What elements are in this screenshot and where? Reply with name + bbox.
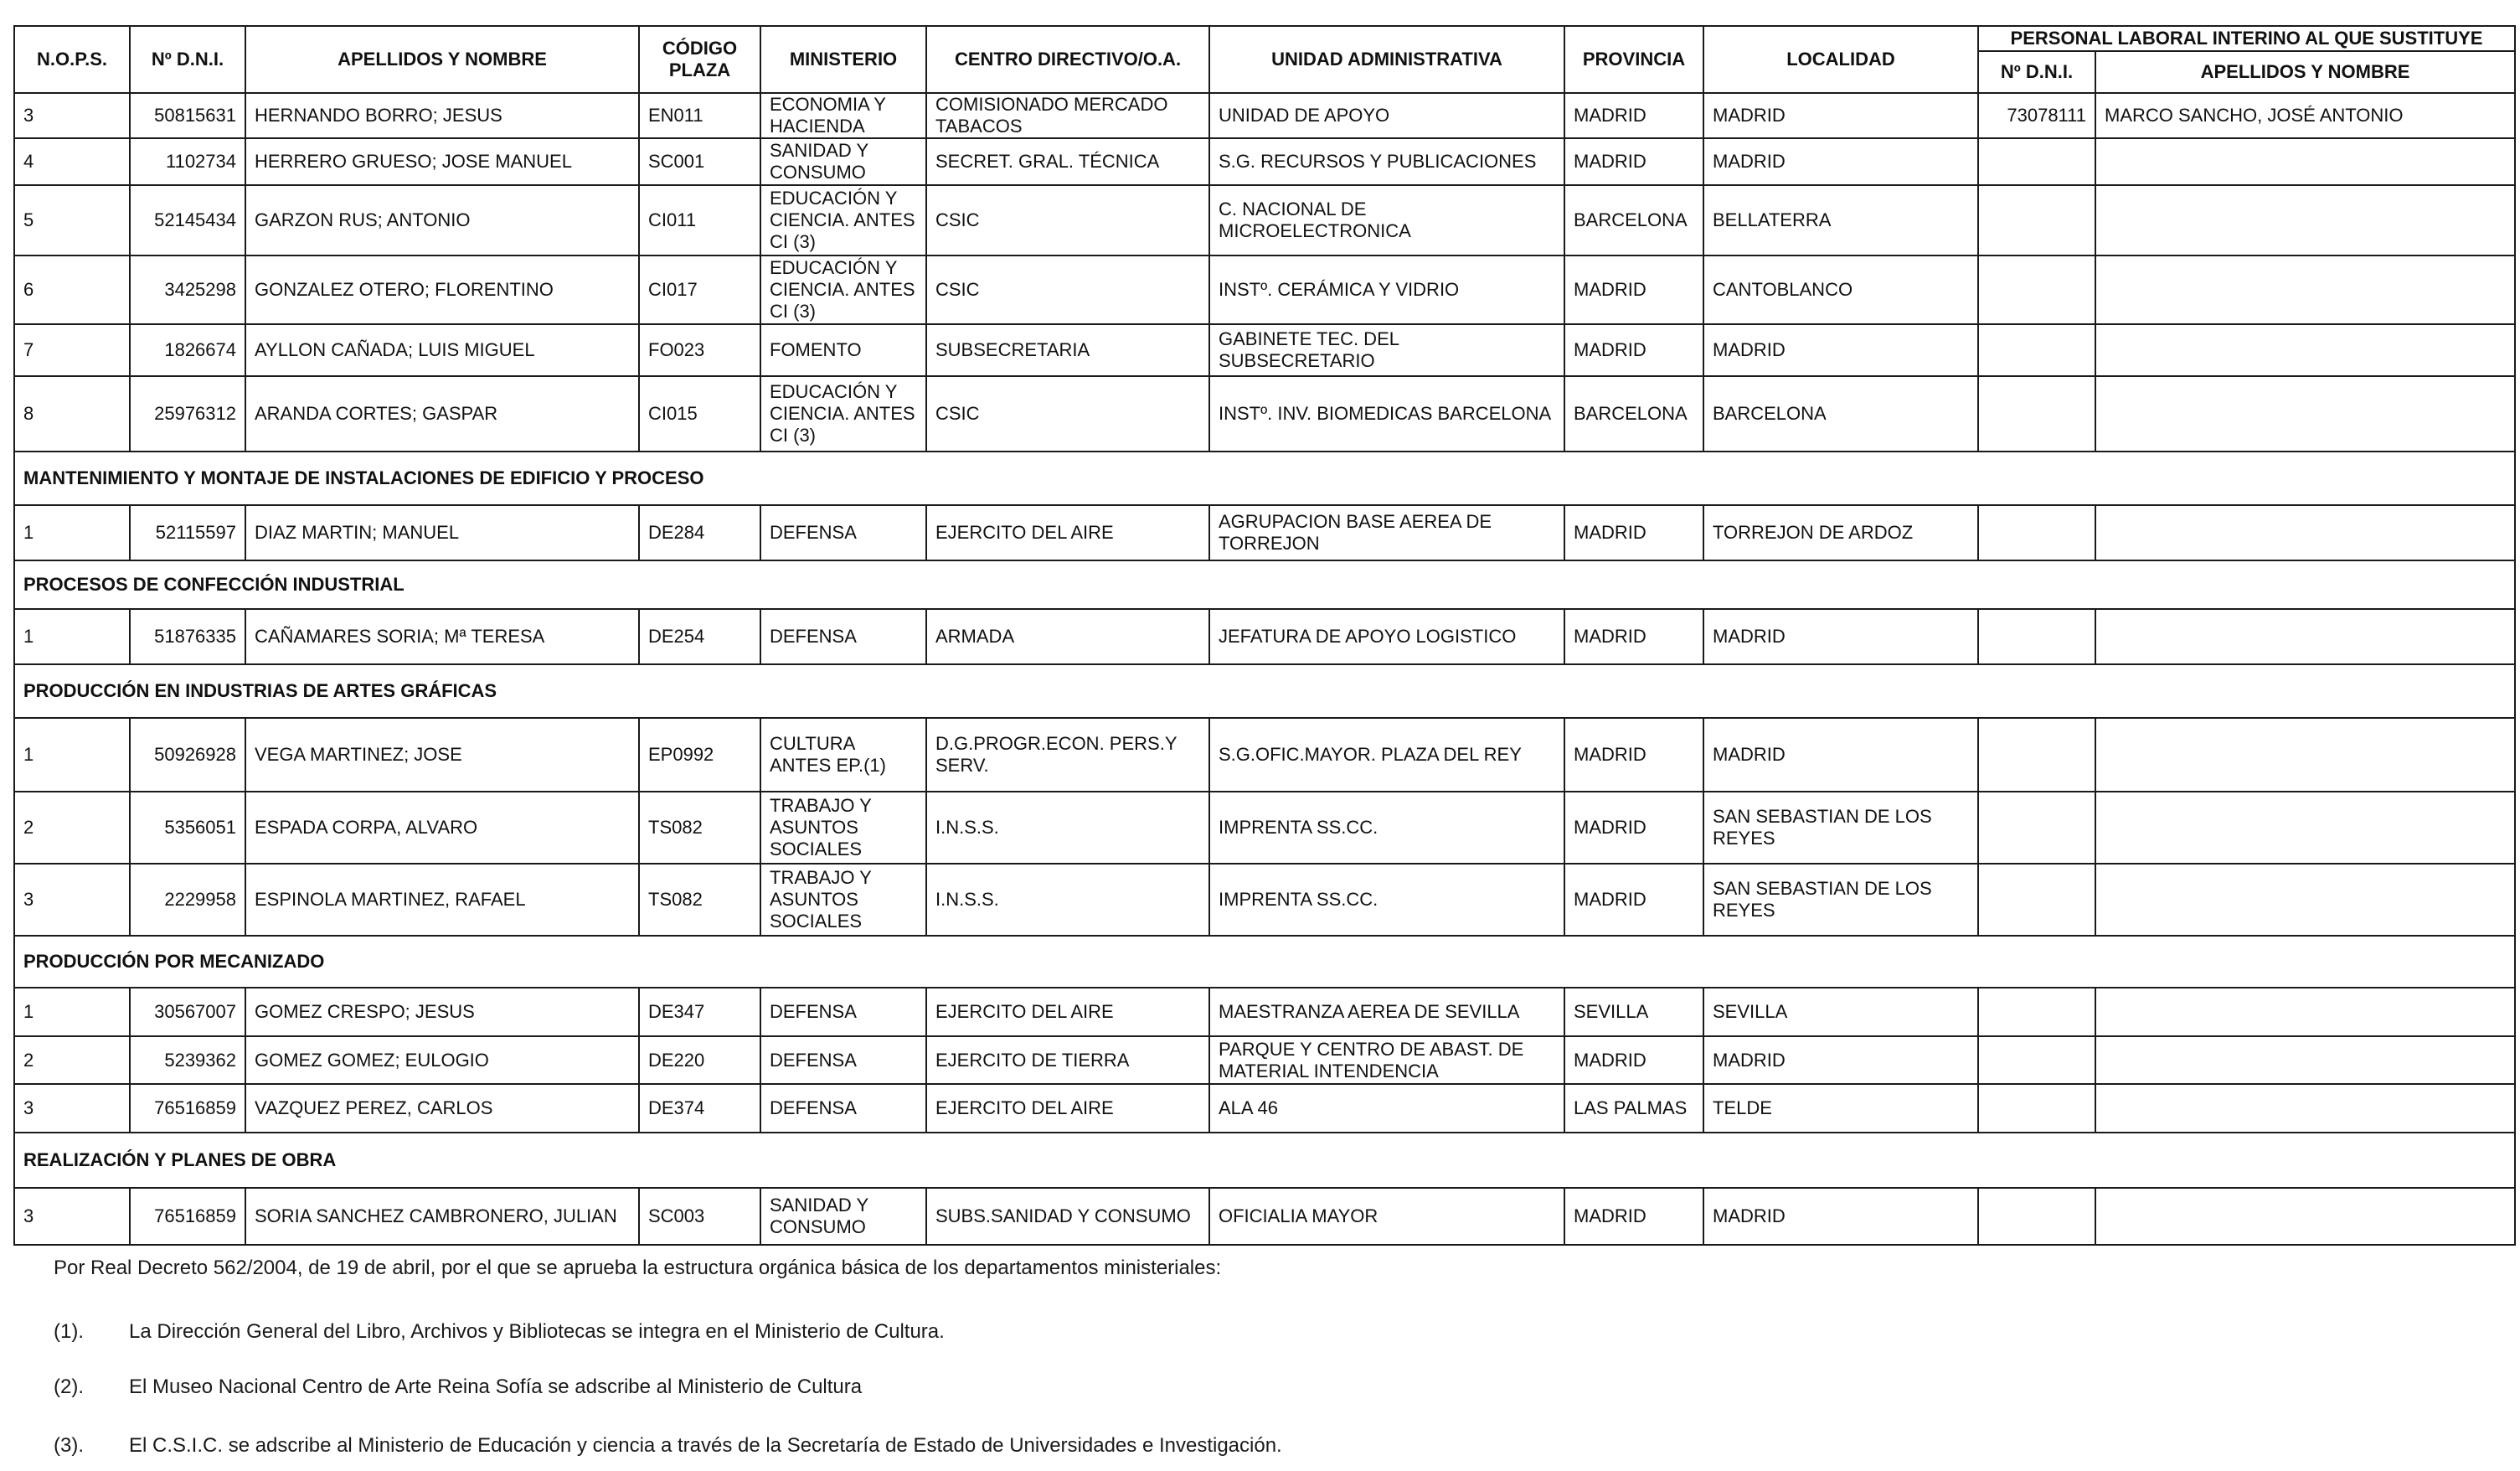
sustituye-nombre-cell	[2095, 185, 2515, 255]
unidad-administrativa-cell: JEFATURA DE APOYO LOGISTICO	[1209, 609, 1564, 664]
footnote-1	[54, 1320, 945, 1344]
ministerio-cell: FOMENTO	[760, 324, 926, 376]
provincia-cell: BARCELONA	[1564, 185, 1703, 255]
unidad-administrativa-cell: C. NACIONAL DE MICROELECTRONICA	[1209, 185, 1564, 255]
nops-cell: 6	[14, 255, 130, 324]
ministerio-cell: EDUCACIÓN Y CIENCIA. ANTES CI (3)	[760, 376, 926, 452]
provincia-cell: MADRID	[1564, 718, 1703, 792]
codigo-plaza-cell: EP0992	[639, 718, 760, 792]
nombre-cell: GARZON RUS; ANTONIO	[245, 185, 639, 255]
sustituye-dni-cell	[1978, 376, 2095, 452]
sustituye-dni-cell	[1978, 718, 2095, 792]
ministerio-cell: CULTURA ANTES EP.(1)	[760, 718, 926, 792]
sustituye-nombre-cell	[2095, 138, 2515, 185]
centro-directivo-cell: EJERCITO DE TIERRA	[926, 1036, 1209, 1084]
header-nops: N.O.P.S.	[14, 26, 130, 93]
nombre-cell: GOMEZ GOMEZ; EULOGIO	[245, 1036, 639, 1084]
unidad-administrativa-cell: AGRUPACION BASE AEREA DE TORREJON	[1209, 505, 1564, 560]
localidad-cell: SAN SEBASTIAN DE LOS REYES	[1703, 864, 1978, 936]
ministerio-cell: TRABAJO Y ASUNTOS SOCIALES	[760, 792, 926, 864]
sustituye-dni-cell	[1978, 1084, 2095, 1133]
codigo-plaza-cell: DE284	[639, 505, 760, 560]
centro-directivo-cell: SECRET. GRAL. TÉCNICA	[926, 138, 1209, 185]
sustituye-nombre-cell	[2095, 792, 2515, 864]
section-header-row	[14, 452, 2515, 505]
nops-cell: 3	[14, 864, 130, 936]
sustituye-dni-cell	[1978, 324, 2095, 376]
centro-directivo-cell: ARMADA	[926, 609, 1209, 664]
table-header	[14, 26, 2515, 93]
localidad-cell: TELDE	[1703, 1084, 1978, 1133]
section-title: PROCESOS DE CONFECCIÓN INDUSTRIAL	[14, 560, 2515, 609]
sustituye-nombre-cell	[2095, 718, 2515, 792]
footnote-2	[54, 1376, 862, 1399]
nombre-cell: ARANDA CORTES; GASPAR	[245, 376, 639, 452]
centro-directivo-cell: D.G.PROGR.ECON. PERS.Y SERV.	[926, 718, 1209, 792]
table-row	[14, 138, 2515, 185]
codigo-plaza-cell: TS082	[639, 792, 760, 864]
localidad-cell: CANTOBLANCO	[1703, 255, 1978, 324]
table-row	[14, 505, 2515, 560]
sustituye-nombre-cell	[2095, 1188, 2515, 1245]
table-row	[14, 93, 2515, 138]
centro-directivo-cell: CSIC	[926, 376, 1209, 452]
nombre-cell: DIAZ MARTIN; MANUEL	[245, 505, 639, 560]
table-row	[14, 1188, 2515, 1245]
unidad-administrativa-cell: INSTº. CERÁMICA Y VIDRIO	[1209, 255, 1564, 324]
sustituye-dni-cell	[1978, 609, 2095, 664]
centro-directivo-cell: EJERCITO DEL AIRE	[926, 988, 1209, 1036]
centro-directivo-cell: EJERCITO DEL AIRE	[926, 1084, 1209, 1133]
header-nombre: APELLIDOS Y NOMBRE	[245, 26, 639, 93]
provincia-cell: MADRID	[1564, 255, 1703, 324]
provincia-cell: MADRID	[1564, 93, 1703, 138]
dni-cell: 76516859	[130, 1084, 245, 1133]
dni-cell: 5356051	[130, 792, 245, 864]
unidad-administrativa-cell: ALA 46	[1209, 1084, 1564, 1133]
codigo-plaza-cell: DE374	[639, 1084, 760, 1133]
unidad-administrativa-cell: GABINETE TEC. DEL SUBSECRETARIO	[1209, 324, 1564, 376]
provincia-cell: SEVILLA	[1564, 988, 1703, 1036]
sustituye-dni-cell	[1978, 792, 2095, 864]
header-sustituye-nombre: APELLIDOS Y NOMBRE	[2095, 51, 2515, 93]
nombre-cell: ESPINOLA MARTINEZ, RAFAEL	[245, 864, 639, 936]
section-header-row	[14, 1133, 2515, 1188]
unidad-administrativa-cell: OFICIALIA MAYOR	[1209, 1188, 1564, 1245]
nombre-cell: HERNANDO BORRO; JESUS	[245, 93, 639, 138]
nops-cell: 5	[14, 185, 130, 255]
unidad-administrativa-cell: S.G. RECURSOS Y PUBLICACIONES	[1209, 138, 1564, 185]
provincia-cell: LAS PALMAS	[1564, 1084, 1703, 1133]
header-sustituye-dni: Nº D.N.I.	[1978, 51, 2095, 93]
nombre-cell: AYLLON CAÑADA; LUIS MIGUEL	[245, 324, 639, 376]
sustituye-nombre-cell: MARCO SANCHO, JOSÉ ANTONIO	[2095, 93, 2515, 138]
section-header-row	[14, 664, 2515, 718]
header-ministerio: MINISTERIO	[760, 26, 926, 93]
header-centro-directivo: CENTRO DIRECTIVO/O.A.	[926, 26, 1209, 93]
section-title: REALIZACIÓN Y PLANES DE OBRA	[14, 1133, 2515, 1188]
nops-cell: 3	[14, 93, 130, 138]
table-row	[14, 718, 2515, 792]
centro-directivo-cell: COMISIONADO MERCADO TABACOS	[926, 93, 1209, 138]
dni-cell: 25976312	[130, 376, 245, 452]
localidad-cell: MADRID	[1703, 1036, 1978, 1084]
dni-cell: 1102734	[130, 138, 245, 185]
ministerio-cell: DEFENSA	[760, 609, 926, 664]
header-provincia: PROVINCIA	[1564, 26, 1703, 93]
codigo-plaza-cell: SC001	[639, 138, 760, 185]
localidad-cell: BELLATERRA	[1703, 185, 1978, 255]
provincia-cell: MADRID	[1564, 792, 1703, 864]
dni-cell: 76516859	[130, 1188, 245, 1245]
dni-cell: 51876335	[130, 609, 245, 664]
ministerio-cell: EDUCACIÓN Y CIENCIA. ANTES CI (3)	[760, 255, 926, 324]
ministerio-cell: DEFENSA	[760, 1036, 926, 1084]
nombre-cell: GOMEZ CRESPO; JESUS	[245, 988, 639, 1036]
nombre-cell: ESPADA CORPA, ALVARO	[245, 792, 639, 864]
sustituye-dni-cell	[1978, 505, 2095, 560]
sustituye-nombre-cell	[2095, 1084, 2515, 1133]
dni-cell: 5239362	[130, 1036, 245, 1084]
sustituye-nombre-cell	[2095, 1036, 2515, 1084]
header-localidad: LOCALIDAD	[1703, 26, 1978, 93]
footnote-text: El C.S.I.C. se adscribe al Ministerio de Educación y ciencia a través de la Secretaría de Estado de Universidades e Investigación.	[129, 1434, 1282, 1457]
centro-directivo-cell: CSIC	[926, 255, 1209, 324]
nops-cell: 1	[14, 505, 130, 560]
localidad-cell: MADRID	[1703, 1188, 1978, 1245]
sustituye-nombre-cell	[2095, 864, 2515, 936]
codigo-plaza-cell: CI011	[639, 185, 760, 255]
unidad-administrativa-cell: MAESTRANZA AEREA DE SEVILLA	[1209, 988, 1564, 1036]
localidad-cell: MADRID	[1703, 609, 1978, 664]
localidad-cell: MADRID	[1703, 324, 1978, 376]
footnote-mark: (3).	[54, 1434, 84, 1457]
dni-cell: 52145434	[130, 185, 245, 255]
header-unidad-administrativa: UNIDAD ADMINISTRATIVA	[1209, 26, 1564, 93]
table-row	[14, 255, 2515, 324]
footnote-mark: (1).	[54, 1320, 84, 1343]
footnote-text: La Dirección General del Libro, Archivos y Bibliotecas se integra en el Ministerio de Cultura.	[129, 1320, 945, 1343]
nombre-cell: CAÑAMARES SORIA; Mª TERESA	[245, 609, 639, 664]
dni-cell: 30567007	[130, 988, 245, 1036]
codigo-plaza-cell: CI015	[639, 376, 760, 452]
sustituye-nombre-cell	[2095, 255, 2515, 324]
table-row	[14, 185, 2515, 255]
footnote-3	[54, 1434, 1282, 1458]
provincia-cell: BARCELONA	[1564, 376, 1703, 452]
footnote-text: El Museo Nacional Centro de Arte Reina Sofía se adscribe al Ministerio de Cultura	[129, 1376, 863, 1398]
nops-cell: 2	[14, 1036, 130, 1084]
dni-cell: 1826674	[130, 324, 245, 376]
sustituye-dni-cell	[1978, 138, 2095, 185]
localidad-cell: TORREJON DE ARDOZ	[1703, 505, 1978, 560]
dni-cell: 50815631	[130, 93, 245, 138]
footnote-intro: Por Real Decreto 562/2004, de 19 de abril, por el que se aprueba la estructura orgánica básica de los departamentos ministeriales:	[54, 1257, 1222, 1279]
ministerio-cell: DEFENSA	[760, 988, 926, 1036]
codigo-plaza-cell: CI017	[639, 255, 760, 324]
nombre-cell: HERRERO GRUESO; JOSE MANUEL	[245, 138, 639, 185]
unidad-administrativa-cell: UNIDAD DE APOYO	[1209, 93, 1564, 138]
ministerio-cell: SANIDAD Y CONSUMO	[760, 1188, 926, 1245]
localidad-cell: SAN SEBASTIAN DE LOS REYES	[1703, 792, 1978, 864]
provincia-cell: MADRID	[1564, 864, 1703, 936]
sustituye-dni-cell	[1978, 185, 2095, 255]
unidad-administrativa-cell: S.G.OFIC.MAYOR. PLAZA DEL REY	[1209, 718, 1564, 792]
codigo-plaza-cell: DE347	[639, 988, 760, 1036]
ministerio-cell: EDUCACIÓN Y CIENCIA. ANTES CI (3)	[760, 185, 926, 255]
header-personal-sustituye: PERSONAL LABORAL INTERINO AL QUE SUSTITUYE	[1978, 26, 2515, 51]
nops-cell: 1	[14, 718, 130, 792]
centro-directivo-cell: SUBSECRETARIA	[926, 324, 1209, 376]
table-row	[14, 864, 2515, 936]
nombre-cell: VEGA MARTINEZ; JOSE	[245, 718, 639, 792]
provincia-cell: MADRID	[1564, 1036, 1703, 1084]
unidad-administrativa-cell: IMPRENTA SS.CC.	[1209, 792, 1564, 864]
nombre-cell: GONZALEZ OTERO; FLORENTINO	[245, 255, 639, 324]
personnel-table	[13, 25, 2516, 1246]
section-header-row	[14, 560, 2515, 609]
nops-cell: 3	[14, 1188, 130, 1245]
sustituye-nombre-cell	[2095, 324, 2515, 376]
provincia-cell: MADRID	[1564, 324, 1703, 376]
localidad-cell: BARCELONA	[1703, 376, 1978, 452]
header-dni: Nº D.N.I.	[130, 26, 245, 93]
codigo-plaza-cell: FO023	[639, 324, 760, 376]
codigo-plaza-cell: TS082	[639, 864, 760, 936]
provincia-cell: MADRID	[1564, 1188, 1703, 1245]
ministerio-cell: SANIDAD Y CONSUMO	[760, 138, 926, 185]
sustituye-dni-cell: 73078111	[1978, 93, 2095, 138]
section-title: MANTENIMIENTO Y MONTAJE DE INSTALACIONES DE EDIFICIO Y PROCESO	[14, 452, 2515, 505]
centro-directivo-cell: I.N.S.S.	[926, 864, 1209, 936]
dni-cell: 3425298	[130, 255, 245, 324]
nops-cell: 3	[14, 1084, 130, 1133]
nombre-cell: VAZQUEZ PEREZ, CARLOS	[245, 1084, 639, 1133]
section-title: PRODUCCIÓN POR MECANIZADO	[14, 936, 2515, 988]
dni-cell: 50926928	[130, 718, 245, 792]
header-codigo-plaza: CÓDIGO PLAZA	[639, 26, 760, 93]
table-row	[14, 324, 2515, 376]
codigo-plaza-cell: DE220	[639, 1036, 760, 1084]
ministerio-cell: DEFENSA	[760, 505, 926, 560]
table-row	[14, 609, 2515, 664]
ministerio-cell: ECONOMIA Y HACIENDA	[760, 93, 926, 138]
ministerio-cell: TRABAJO Y ASUNTOS SOCIALES	[760, 864, 926, 936]
unidad-administrativa-cell: IMPRENTA SS.CC.	[1209, 864, 1564, 936]
table-row	[14, 376, 2515, 452]
localidad-cell: SEVILLA	[1703, 988, 1978, 1036]
nops-cell: 7	[14, 324, 130, 376]
sustituye-nombre-cell	[2095, 988, 2515, 1036]
sustituye-dni-cell	[1978, 988, 2095, 1036]
provincia-cell: MADRID	[1564, 505, 1703, 560]
provincia-cell: MADRID	[1564, 609, 1703, 664]
centro-directivo-cell: CSIC	[926, 185, 1209, 255]
section-header-row	[14, 936, 2515, 988]
sustituye-nombre-cell	[2095, 609, 2515, 664]
provincia-cell: MADRID	[1564, 138, 1703, 185]
centro-directivo-cell: EJERCITO DEL AIRE	[926, 505, 1209, 560]
codigo-plaza-cell: EN011	[639, 93, 760, 138]
nops-cell: 1	[14, 988, 130, 1036]
table-row	[14, 1084, 2515, 1133]
unidad-administrativa-cell: INSTº. INV. BIOMEDICAS BARCELONA	[1209, 376, 1564, 452]
sustituye-dni-cell	[1978, 1036, 2095, 1084]
sustituye-nombre-cell	[2095, 505, 2515, 560]
table-body	[14, 93, 2515, 1245]
centro-directivo-cell: SUBS.SANIDAD Y CONSUMO	[926, 1188, 1209, 1245]
dni-cell: 2229958	[130, 864, 245, 936]
ministerio-cell: DEFENSA	[760, 1084, 926, 1133]
nops-cell: 4	[14, 138, 130, 185]
table-row	[14, 1036, 2515, 1084]
sustituye-nombre-cell	[2095, 376, 2515, 452]
localidad-cell: MADRID	[1703, 93, 1978, 138]
localidad-cell: MADRID	[1703, 718, 1978, 792]
centro-directivo-cell: I.N.S.S.	[926, 792, 1209, 864]
nops-cell: 8	[14, 376, 130, 452]
dni-cell: 52115597	[130, 505, 245, 560]
codigo-plaza-cell: DE254	[639, 609, 760, 664]
sustituye-dni-cell	[1978, 1188, 2095, 1245]
localidad-cell: MADRID	[1703, 138, 1978, 185]
table-row	[14, 988, 2515, 1036]
nops-cell: 2	[14, 792, 130, 864]
sustituye-dni-cell	[1978, 864, 2095, 936]
section-title: PRODUCCIÓN EN INDUSTRIAS DE ARTES GRÁFICAS	[14, 664, 2515, 718]
sustituye-dni-cell	[1978, 255, 2095, 324]
nops-cell: 1	[14, 609, 130, 664]
footnote-mark: (2).	[54, 1376, 84, 1398]
table-row	[14, 792, 2515, 864]
codigo-plaza-cell: SC003	[639, 1188, 760, 1245]
unidad-administrativa-cell: PARQUE Y CENTRO DE ABAST. DE MATERIAL INTENDENCIA	[1209, 1036, 1564, 1084]
nombre-cell: SORIA SANCHEZ CAMBRONERO, JULIAN	[245, 1188, 639, 1245]
